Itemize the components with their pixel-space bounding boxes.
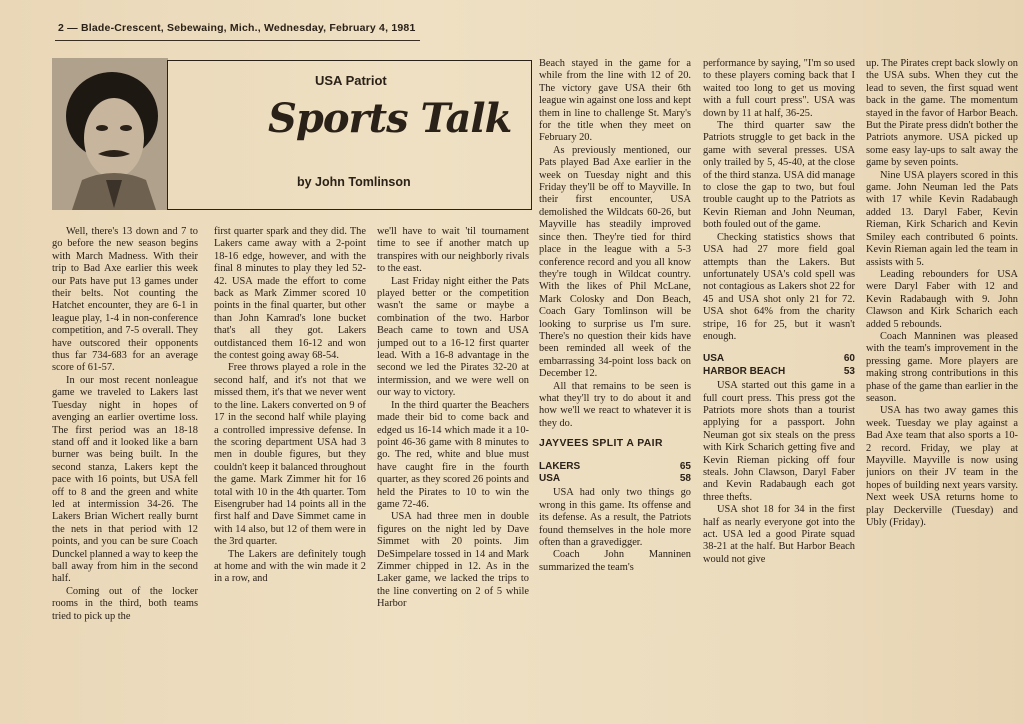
- paragraph: All that remains to be seen is what they'll try to do about it and how we'll we react to whatever it is they do.: [539, 380, 691, 429]
- team-name: USA: [539, 473, 561, 484]
- paragraph: performance by saying, "I'm so used to these players coming back that I waited too long to get us moving with a full court press". USA was down by 11 at half, 36-25.: [703, 58, 855, 119]
- paragraph: USA had three men in double figures on the night led by Dave Simmet with 20 points. Jim DeSimpelare tossed in 14 and Mark Zimmer chipped in 12. As in the Laker game, we lacked the trips to the line converting on 2 of 5 while Harbor: [377, 511, 529, 610]
- header-rule: [55, 40, 420, 41]
- paragraph: we'll have to wait 'til tournament time to see if another match up transpires with our neighborly rivals to the east.: [377, 226, 529, 275]
- paragraph: USA had only two things go wrong in this game. Its offense and its defense. As a result, the Patriots found themselves in the hole more often than a gravedigger.: [539, 487, 691, 549]
- paragraph: In our most recent nonleague game we traveled to Lakers last Tuesday night in hopes of avenging an earlier overtime loss. The first period was an 18-18 stand off and it looked like a barn burner was being built. In the second stanza, Lakers kept the pace with 16 points, but USA fell off to 8 and the green and white led at intermission 34-26. The Lakers Brian Wichert really burnt the nets in that period with 12 points, and you can be sure Coach Dunckel planned a way to keep the ball away from him in the second half.: [52, 374, 198, 585]
- team-name: HARBOR BEACH: [703, 365, 786, 377]
- team-name: LAKERS: [539, 460, 581, 472]
- paragraph: Nine USA players scored in this game. John Neuman led the Pats with 17 while Kevin Radabaugh added 13. Daryl Faber, Kevin Rieman, Kirk Scharich and Kevin Smiley each contributed 6 points. Kevin Rieman again led the team in assists with 5.: [866, 169, 1018, 268]
- paragraph: Well, there's 13 down and 7 to go before the new season begins with March Madness. With their trip to Bad Axe earlier this week our Pats have put 13 games under their belts. Not counting the Hatchet encounter, they are 6-1 in league play, 1-4 in non-conference competition, and 7-5 overall. They have outscored their opponents thus far 734-683 for an average score of 61-57.: [52, 226, 198, 374]
- paragraph: up. The Pirates crept back slowly on the USA subs. When they cut the lead to seven, the first squad went back in the game. The momentum stayed in the favor of Harbor Beach. But the Pirate press didn't bother the Patriots anymore. USA picked up some easy lay-ups to salt away the game by seven points.: [866, 58, 1018, 169]
- score-row: [703, 353, 855, 365]
- score-row: [539, 461, 691, 473]
- page-header: 2 — Blade-Crescent, Sebewaing, Mich., Wednesday, February 4, 1981: [58, 22, 416, 34]
- jv-scoreline: [539, 461, 691, 486]
- paragraph: The Lakers are definitely tough at home and with the win made it 2 in a row, and: [214, 548, 366, 585]
- paragraph: first quarter spark and they did. The Lakers came away with a 2-point 18-16 edge, however, and with the final 8 minutes to play they led 52-42. USA made the effort to come back as Mark Zimmer scored 10 points in the final quarter, but other than John Kamrad's lone bucket that's all they got. Lakers outdistanced them 16-12 and won the contest going away 68-54.: [214, 226, 366, 362]
- article-column-1: [52, 226, 198, 722]
- team-score: 58: [679, 473, 691, 484]
- jayvees-subhead: JAYVEES SPLIT A PAIR: [539, 438, 663, 450]
- article-column-4: [539, 58, 691, 722]
- score-row: [539, 473, 691, 485]
- article-column-5: [703, 58, 855, 722]
- paragraph: Leading rebounders for USA were Daryl Faber with 12 and Kevin Radabaugh with 9. John Clawson and Kirk Scharich each added 5 rebounds.: [866, 268, 1018, 330]
- portrait-image: [52, 58, 168, 210]
- paragraph: Checking statistics shows that USA had 27 more field goal attempts than the Lakers. But unfortunately USA's cold spell was not contagious as Lakers shot 22 for 45 and USA shot only 21 for 72. USA shot 64% from the charity stripe, 16 for 25, but it wasn't enough.: [703, 231, 855, 342]
- paragraph: In the third quarter the Beachers made their bid to come back and edged us 16-14 which made it a 10-point 46-36 game with 8 minutes to go. The red, white and blue must have caught fire in the fourth quarter, as they scored 26 points and held the Pirates to 10 to win the game 72-46.: [377, 399, 529, 510]
- paragraph: Last Friday night either the Pats played better or the competition wasn't the same or maybe a combination of the two. Harbor Beach came to town and USA jumped out to a 16-12 first quarter lead. With a 16-8 advantage in the second we led the Pirates 32-20 at intermission, and we were well on our way to victory.: [377, 275, 529, 399]
- paragraph: USA has two away games this week. Tuesday we play against a Bad Axe team that also sports a 10-2 record. Friday, we play at Mayville. Mayville is now using juniors on their JV team in the hopes of building next years varsity. Next week USA returns home to play Deckerville (Tuesday) and Ubly (Friday).: [866, 405, 1018, 529]
- team-score: 65: [679, 460, 691, 472]
- article-column-3: [377, 226, 529, 722]
- hb-scoreline: [703, 353, 855, 378]
- paragraph: The third quarter saw the Patriots struggle to get back in the game with several presses. USA only trailed by 5, 45-40, at the close of the third stanza. USA did manage to close the gap to two, but foul trouble caught up to the Patriots as Kevin Rieman and John Neuman, both fouled out of the game.: [703, 120, 855, 231]
- column-kicker: USA Patriot: [315, 73, 387, 88]
- columnist-photo: [52, 58, 168, 210]
- paragraph: Coach Manninen was pleased with the team's improvement in the pressing game. More players are making strong contributions in this phase of the game than earlier in the season.: [866, 330, 1018, 404]
- score-row: [703, 366, 855, 378]
- paragraph: As previously mentioned, our Pats played Bad Axe earlier in the week on Tuesday night and this Friday they'll be off to Mayville. In their first encounter, USA demolished the Wildcats 60-26, but Mayville has steadily improved since then. They're tied for third place in the league with a 5-3 conference record and you all know they're tough in Wildcat country. With the likes of Phil McLane, Mark Colosky and Don Beach, Coach Gary Tomlinson will be looking to surprise us I'm sure. There's no question their kids have been reminded all week of the embarrassing 34-point loss back on December 12.: [539, 144, 691, 380]
- paragraph: USA shot 18 for 34 in the first half as nearly everyone got into the act. USA led a good Pirate squad 38-21 at the half. But Harbor Beach would not give: [703, 504, 855, 565]
- paragraph: Coming out of the locker rooms in the third, both teams tried to pick up the: [52, 585, 198, 622]
- paragraph: Coach John Manninen summarized the team's: [539, 549, 691, 573]
- byline: by John Tomlinson: [297, 175, 411, 189]
- team-score: 53: [843, 365, 855, 377]
- column-title: Sports Talk: [268, 95, 512, 142]
- article-column-2: [214, 226, 366, 722]
- paragraph: USA started out this game in a full court press. This press got the Patriots more shots than a tourist applying for a passport. John Neuman got six steals on the press with Kirk Scharich getting five and Kevin Rieman picking off four steals. John Clawson, Daryl Faber and Kevin Radabaugh each got three thefts.: [703, 380, 855, 503]
- paragraph: Beach stayed in the game for a while from the line with 12 of 20. The victory gave USA their 6th league win against one loss and kept them in line to challenge St. Mary's for the title when they meet on February 20.: [539, 58, 691, 144]
- team-score: 60: [843, 353, 855, 365]
- team-name: USA: [703, 353, 725, 365]
- paragraph: Free throws played a role in the second half, and it's not that we missed them, it's that we never went to the line. Lakers converted on 9 of 17 in the second half while playing a controlled impressive defense. In the scoring department USA had 3 men in double figures, but they couldn't keep it balanced throughout the game. Mark Zimmer hit for 16 total with 10 in the 4th quarter. Tom Eisengruber had 14 points all in the first half and Dave Simmet came in with 14 also, but 12 of them were in the 3rd quarter.: [214, 362, 366, 548]
- article-column-6: [866, 58, 1018, 722]
